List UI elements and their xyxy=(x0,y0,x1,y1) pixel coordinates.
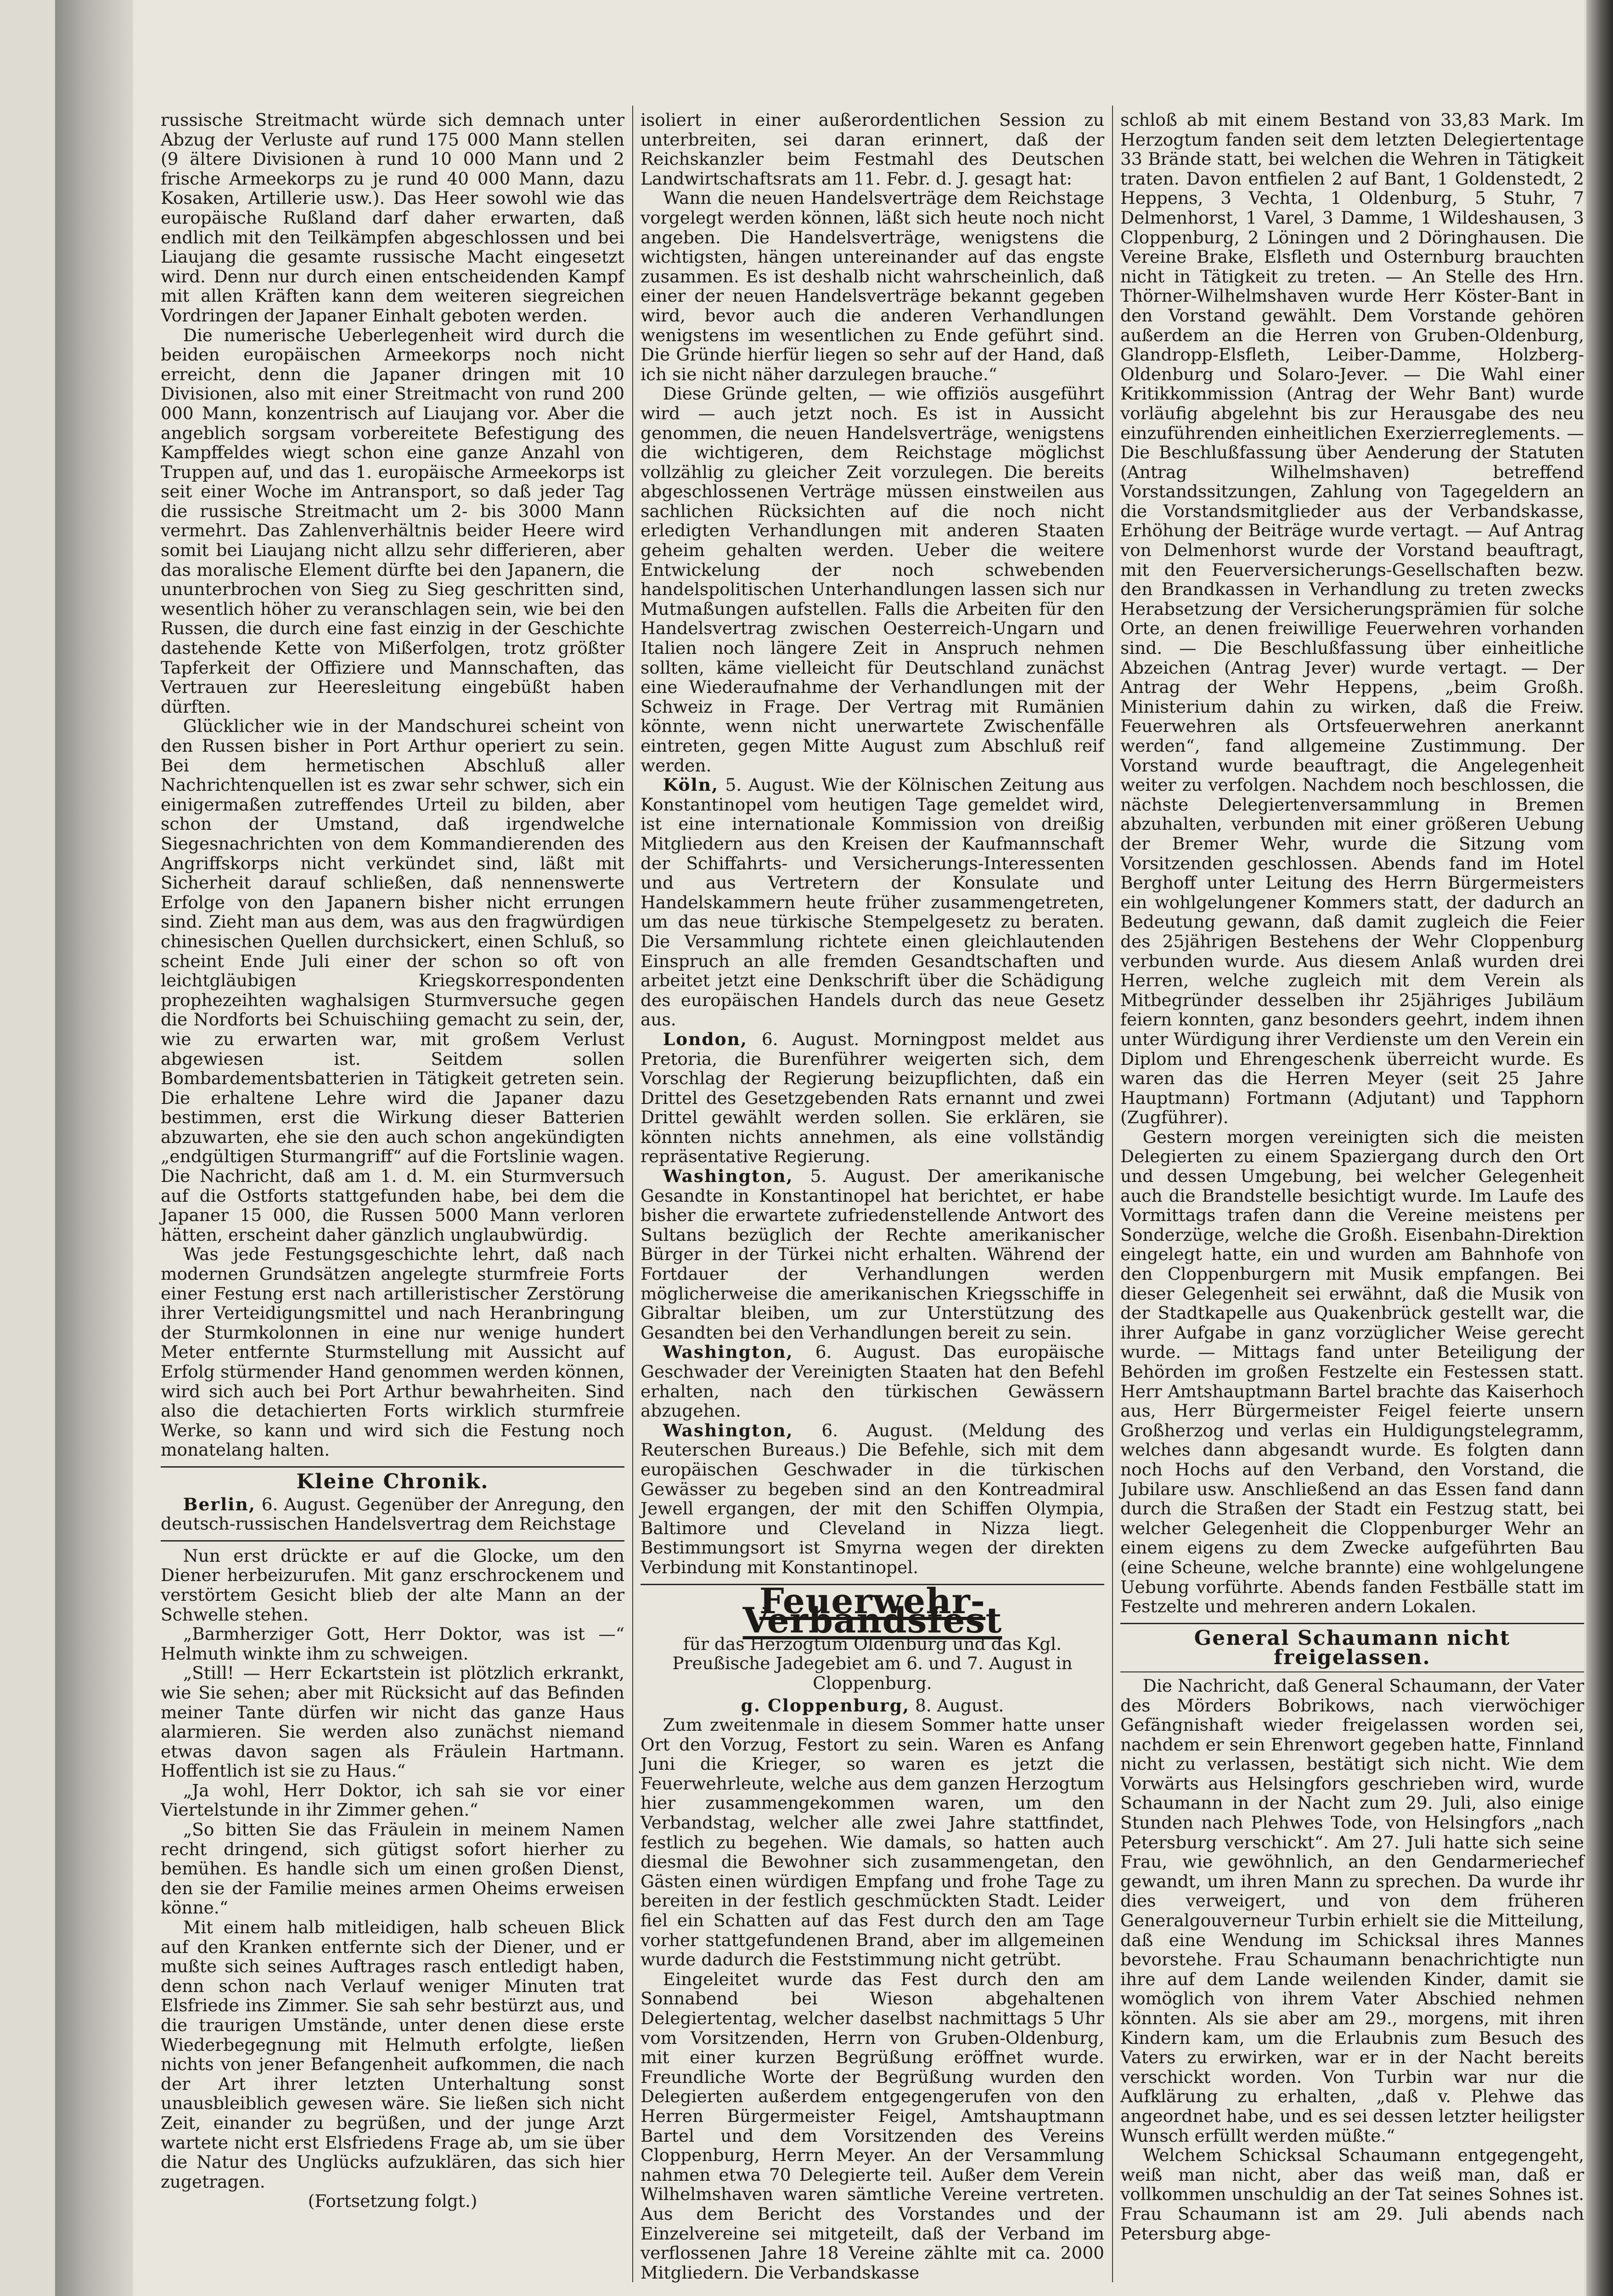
trade-paragraph: Diese Gründe gelten, — wie offiziös ausgeführt wird — auch jetzt noch. Es ist in Aussicht genommen, die neuen Handelsverträge, wenigstens die wichtigeren, dem Reichstage möglichst vollzählig zu gleicher Zeit vorzulegen. Die bereits abgeschlossenen Verträge müssen einstweilen aus sachlichen Rücksichten auf die noch nicht erledigten Verhandlungen mit anderen Staaten geheim gehalten werden. Ueber die weitere Entwickelung der noch schwebenden handelspolitischen Unterhandlungen lassen sich nur Mutmaßungen aufstellen. Falls die Arbeiten für den Handelsvertrag zwischen Oesterreich-Ungarn und Italien noch längere Zeit in Anspruch nehmen sollten, käme vielleicht für Deutschland zunächst eine Wiederaufnahme der Verhandlungen mit der Schweiz in Frage. Der Vertrag mit Rumänien könnte, wenn nicht unerwartete Zwischenfälle eintreten, gegen Mitte August zum Abschluß reif werden. xyxy=(641,383,1104,776)
dispatch-place: Washington, xyxy=(663,1342,793,1362)
dispatch-place: London, xyxy=(663,1029,747,1049)
dispatch-text: 5. August. Der amerikanische Gesandte in Konstantinopel hat berichtet, er habe bisher die erwartete zufriedenstellende Antwort des Sultans bezüglich der Rechte amerikanischer Bürger in der Türkei nicht erhalten. Während der Fortdauer der Verhandlungen werden möglicherweise die amerikanischen Kriegsschiffe in Gibraltar bleiben, um zur Unterstützung des Gesandten bei den Verhandlungen bereit zu sein. xyxy=(641,1166,1104,1343)
festival-paragraph: Eingeleitet wurde das Fest durch den am Sonnabend bei Wieson abgehaltenen Delegiertentag, welcher daselbst nachmittags 5 Uhr vom Vorsitzenden, Herrn von Gruben-Oldenburg, mit einer kurzen Begrüßung eröffnet wurde. Freundliche Worte der Begrüßung wurden den Delegierten außerdem entgegengerufen von den Herren Bürgermeister Feigel, Amtshauptmann Bartel und dem Vorsitzenden des Vereins Cloppenburg, Herrn Meyer. An der Versammlung nahmen etwa 70 Delegierte teil. Außer dem Verein Wilhelmshaven waren sämtliche Vereine vertreten. Aus dem Bericht des Vorstandes und der Einzelvereine sei mitgeteilt, daß der Verband im verflossenen Jahre 18 Vereine zählte mit ca. 2000 Mitgliedern. Die Verbandskasse xyxy=(641,1969,1104,2283)
feuilleton-paragraph: „So bitten Sie das Fräulein in meinem Namen recht dringend, sich gütigst sofort hierher zu bemühen. Es handle sich um einen großen Dienst, den sie der Familie meines armen Oheims erweisen könne.“ xyxy=(161,1819,624,1918)
festival-dateline xyxy=(641,1696,1104,1716)
feuilleton-paragraph: „Still! — Herr Eckartstein ist plötzlich erkrankt, wie Sie sehen; aber mit Rücksicht auf das Befinden meiner Tante dürfen wir nicht das ganze Haus alarmieren. Sie werden also zunächst niemand etwas davon sagen als Fräulein Hartmann. Hoffentlich ist sie zu Haus.“ xyxy=(161,1663,624,1781)
feuilleton-divider xyxy=(161,1540,624,1542)
section-divider xyxy=(1120,1623,1584,1624)
chronicle-heading: Kleine Chronik. xyxy=(296,1469,489,1493)
festival-date: 8. August. xyxy=(910,1695,1004,1716)
war-report-paragraph: russische Streitmacht würde sich demnach unter Abzug der Verluste auf rund 175 000 Mann stellen (9 ältere Divisionen à rund 10 000 Mann und 2 frische Armeekorps zu je rund 40 000 Mann, dazu Kosaken, Artillerie usw.). Das Heer sowohl wie das europäische Rußland darf daher erwarten, daß endlich mit den Teilkämpfen abgeschlossen und bei Liaujang die gesamte russische Macht eingesetzt wird. Denn nur durch einen entscheidenden Kampf mit allen Kräften kann dem weiteren siegreichen Vordringen der Japaner Einhalt geboten werden. xyxy=(161,110,624,326)
feuilleton-paragraph: „Ja wohl, Herr Doktor, ich sah sie vor einer Viertelstunde in ihr Zimmer gehen.“ xyxy=(161,1780,624,1820)
schaumann-paragraph: Die Nachricht, daß General Schaumann, der Vater des Mörders Bobrikows, nach vierwöchiger Gefängnishaft wieder freigelassen worden sei, nachdem er sein Ehrenwort gegeben hatte, Finnland nicht zu verlassen, bestätigt sich nicht. Wie dem Vorwärts aus Helsingfors geschrieben wird, wurde Schaumann in der Nacht zum 29. Juli, also einige Stunden nach Plehwes Tode, von Helsingfors „nach Petersburg verschickt“. Am 27. Juli hatte sich seine Frau, wie gewöhnlich, an den Gendarmeriechef gewandt, um ihren Mann zu sprechen. Da wurde ihr dies verweigert, und von dem früheren Generalgouverneur Turbin erhielt sie die Mitteilung, daß eine Wendung im Schicksal ihres Mannes bevorstehe. Frau Schaumann benachrichtigte nun ihre auf dem Lande weilenden Kinder, damit sie womöglich von ihrem Vater Abschied nehmen könnten. Als sie aber am 29., morgens, mit ihren Kindern kam, um die Erlaubnis zum Besuch des Vaters zu erwirken, war er in der Nacht bereits verschickt worden. Von Turbin war nur die Aufklärung zu erhalten, „daß v. Plehwe das angeordnet habe, und es sei dessen letzter heiligster Wunsch erfüllt werden müßte.“ xyxy=(1120,1675,1584,2146)
festival-paragraph: schloß ab mit einem Bestand von 33,83 Mark. Im Herzogtum fanden seit dem letzten Delegiertentage 33 Brände statt, bei welchen die Wehren in Tätigkeit traten. Davon entfielen 2 auf Bant, 1 Goldenstedt, 2 Heppens, 3 Vechta, 1 Oldenburg, 5 Stuhr, 7 Delmenhorst, 1 Varel, 3 Damme, 1 Wildeshausen, 3 Cloppenburg, 2 Löningen und 2 Döringhausen. Die Vereine Brake, Elsfleth und Osternburg brauchten nicht in Tätigkeit zu treten. — An Stelle des Hrn. Thörner-Wilhelmshaven wurde Herr Köster-Bant in den Vorstand gewählt. Dem Vorstande gehören außerdem an die Herren von Gruben-Oldenburg, Glandropp-Elsfleth, Leiber-Damme, Holzberg-Oldenburg und Solaro-Jever. — Die Wahl einer Kritikkommission (Antrag der Wehr Bant) wurde vorläufig abgelehnt bis zur Herausgabe des neu einzuführenden einheitlichen Exerzierreglements. — Die Beschlußfassung über Aenderung der Statuten (Antrag Wilhelmshaven) betreffend Vorstandssitzungen, Zahlung von Tagegeldern an die Vorstandsmitglieder aus der Verbandskasse, Erhöhung der Beiträge wurde vertagt. — Auf Antrag von Delmenhorst wurde der Vorstand beauftragt, mit den Feuerversicherungs-Gesellschaften bezw. den Brandkassen in Verhandlung zu treten zwecks Herabsetzung der Versicherungsprämien für solche Orte, an denen freiwillige Feuerwehren vorhanden sind. — Die Beschlußfassung über einheitliche Abzeichen (Antrag Jever) wurde vertagt. — Der Antrag der Wehr Heppens, „beim Großh. Ministerium dahin zu wirken, daß die Freiw. Feuerwehren als Ortsfeuerwehren anerkannt werden“, fand allgemeine Zustimmung. Der Vorstand wurde beauftragt, die Angelegenheit weiter zu verfolgen. Nachdem noch beschlossen, die nächste Delegiertenversammlung in Bremen abzuhalten, verbunden mit einer größeren Uebung der Bremer Wehr, wurde die Sitzung vom Vorsitzenden geschlossen. Abends fand im Hotel Berghoff unter Leitung des Herrn Bürgermeisters ein wohlgelungener Kommers statt, der dadurch an Bedeutung gewann, daß damit zugleich die Feier des 25jährigen Bestehens der Wehr Cloppenburg verbunden wurde. Aus diesem Anlaß wurden drei Herren, welche zugleich mit dem Verein als Mitbegründer desselben ihr 25jähriges Jubiläum feiern konnten, ganz besonders geehrt, indem ihnen unter Würdigung ihrer Verdienste um den Verein ein Diplom und Ehrengeschenk überreicht wurde. Es waren das die Herren Meyer (seit 25 Jahre Hauptmann) Fortmann (Adjutant) und Tapphorn (Zugführer). xyxy=(1120,110,1584,1128)
chronicle-dateline: Berlin, xyxy=(183,1494,256,1514)
column-3 xyxy=(1120,110,1584,2243)
heading-rule xyxy=(1120,1671,1584,1672)
dispatch-place: Washington, xyxy=(663,1166,793,1187)
war-report-paragraph: Was jede Festungsgeschichte lehrt, daß nach modernen Grundsätzen angelegte sturmfreie Forts einer Festung erst nach artilleristischer Zerstörung ihrer Verteidigungsmittel und nach Heranbringung der Sturmkolonnen in eine nur wenige hundert Meter entfernte Sturmstellung mit Aussicht auf Erfolg stürmender Hand genommen werden können, wird sich auch bei Port Arthur bewahrheiten. Sind also die detachierten Forts wirklich sturmfreie Werke, so kann und wird sich die Festung noch monatelang halten. xyxy=(161,1244,624,1460)
section-divider xyxy=(161,1466,624,1468)
festival-paragraph: Zum zweitenmale in diesem Sommer hatte unser Ort den Vorzug, Festort zu sein. Waren es Anfang Juni die Krieger, so waren es jetzt die Feuerwehrleute, welche aus dem ganzen Herzogtum hier zusammengekommen waren, um den Verbandstag, welcher alle zwei Jahre stattfindet, festlich zu begehen. Wie damals, so hatten auch diesmal die Bewohner sich zusammengetan, den Gästen einen würdigen Empfang und frohe Tage zu bereiten in der festlich geschmückten Stadt. Leider fiel ein Schatten auf das Fest durch den am Tage vorher stattgefundenen Brand, aber im allgemeinen wurde dadurch die Feststimmung nicht getrübt. xyxy=(641,1715,1104,1970)
trade-paragraph: isoliert in einer außerordentlichen Session zu unterbreiten, sei daran erinnert, daß der Reichskanzler beim Festmahl des Deutschen Landwirtschaftsrats am 11. Febr. d. J. gesagt hat: xyxy=(641,110,1104,189)
dispatch-place: Washington, xyxy=(663,1420,793,1441)
schaumann-paragraph: Welchem Schicksal Schaumann entgegengeht, weiß man nicht, aber das weiß man, daß er vollkommen unschuldig an der Tat seines Sohnes ist. Frau Schaumann ist am 29. Juli abends nach Petersburg abge- xyxy=(1120,2145,1584,2244)
dispatch-text: 5. August. Wie der Kölnischen Zeitung aus Konstantinopel vom heutigen Tage gemeldet wird, ist eine internationale Kommission von dreißig Mitgliedern aus den Kreisen der Kaufmannschaft der Schiffahrts- und Versicherungs-Interessenten und aus Vertretern der Konsulate und Handelskammern heute früher zusammengetreten, um das neue türkische Stempelgesetz zu beraten. Die Versammlung richtete einen gleichlautenden Einspruch an alle fremden Gesandtschaften und arbeitet jetzt eine Denkschrift über die Schädigung des europäischen Handels durch das neue Gesetz aus. xyxy=(641,775,1104,1030)
dispatch-text: 6. August. Das europäische Geschwader der Vereinigten Staaten hat den Befehl erhalten, nach den türkischen Gewässern abzugehen. xyxy=(641,1342,1104,1421)
column-rule-2 xyxy=(1112,106,1113,2282)
chronicle-paragraph xyxy=(161,1495,624,1534)
feuilleton-paragraph: Nun erst drückte er auf die Glocke, um den Diener herbeizurufen. Mit ganz erschrockenem und verstörtem Gesicht blieb der alte Mann an der Schwelle stehen. xyxy=(161,1545,624,1625)
page-edge-shadow xyxy=(1586,0,1613,2296)
column-1 xyxy=(161,110,624,2211)
chronicle-text: 6. August. Gegenüber der Anregung, den deutsch-russischen Handelsvertrag dem Reichstage xyxy=(161,1494,624,1534)
war-report-paragraph: Die numerische Ueberlegenheit wird durch die beiden europäischen Armeekorps noch nicht erreicht, denn die Japaner dringen mit 10 Divisionen, also mit einer Streitmacht von rund 200 000 Mann, konzentrisch auf Liaujang vor. Aber die angeblich sorgsam vorbereitete Befestigung des Kampffeldes wiegt schon eine ganze Anzahl von Truppen auf, und das 1. europäische Armeekorps ist seit einer Woche im Antransport, so daß jeder Tag die russische Streitmacht um 2- bis 3000 Mann vermehrt. Das Zahlenverhältnis beider Heere wird somit bei Liaujang nicht allzu sehr differieren, aber das moralische Element dürfte bei den Japanern, die ununterbrochen von Sieg zu Sieg geschritten sind, wesentlich höher zu veranschlagen sein, wie bei den Russen, die durch eine fast einzig in der Geschichte dastehende Kette von Mißerfolgen, trotz größter Tapferkeit der Offiziere und Mannschaften, das Vertrauen zur Heeresleitung eingebüßt haben dürften. xyxy=(161,325,624,717)
dispatch-koeln xyxy=(641,775,1104,1030)
dispatch-london xyxy=(641,1030,1104,1166)
schaumann-heading: General Schaumann nicht freigelassen. xyxy=(1194,1626,1511,1670)
continuation-note: (Fortsetzung folgt.) xyxy=(308,2191,478,2212)
column-2 xyxy=(641,110,1104,2282)
feuilleton-paragraph: Mit einem halb mitleidigen, halb scheuen Blick auf den Kranken entfernte sich der Diener, und er mußte sich seines Auftrages rasch entledigt haben, denn schon nach Verlauf weniger Minuten trat Elsfriede ins Zimmer. Sie sah sehr bestürzt aus, und die traurigen Umstände, unter denen diese erste Wiederbegegnung mit Helmuth erfolgte, ließen nichts von jener Befangenheit aufkommen, die nach der Art ihrer letzten Unterhaltung sonst unausbleiblich gewesen wäre. Sie ließen sich nicht Zeit, einander zu begrüßen, und der junge Arzt wartete nicht erst Elsfriedens Frage ab, um sie über die Natur des Unglücks aufzuklären, das sich hier zugetragen. xyxy=(161,1917,624,2192)
dispatch-washington xyxy=(641,1421,1104,1577)
dispatch-washington xyxy=(641,1166,1104,1342)
column-rule-1 xyxy=(632,106,633,2282)
war-report-paragraph: Glücklicher wie in der Mandschurei scheint von den Russen bisher in Port Arthur operiert zu sein. Bei dem hermetischen Abschluß aller Nachrichtenquellen ist es zwar sehr schwer, sich ein einigermaßen zutreffendes Urteil zu bilden, aber schon der Umstand, daß irgendwelche Siegesnachrichten von dem Kommandierenden des Angriffskorps nicht verkündet sind, läßt mit Sicherheit darauf schließen, daß nennenswerte Erfolge von den Japanern bisher nicht errungen sind. Zieht man aus dem, was aus den fragwürdigen chinesischen Quellen durchsickert, einen Schluß, so scheint Ende Juli einer der schon so oft von leichtgläubigen Kriegskorrespondenten prophezeihten waghalsigen Sturmversuche gegen die Nordforts bei Schuischiing gemacht zu sein, der, wie zu erwarten war, mit großem Verlust abgewiesen ist. Seitdem sollen Bombardementsbatterien in Tätigkeit getreten sein. Die erhaltene Lehre wird die Japaner dazu bestimmen, erst die Wirkung dieser Batterien abzuwarten, ehe sie den auch schon angekündigten „endgültigen Sturmangriff“ auf die Fortslinie wagen. Die Nachricht, daß am 1. d. M. ein Sturmversuch auf die Ostforts stattgefunden habe, bei dem die Japaner 15 000, die Russen 5000 Mann verloren hätten, erscheint daher gänzlich unglaubwürdig. xyxy=(161,716,624,1245)
dispatch-text: 6. August. (Meldung des Reuterschen Bureaus.) Die Befehle, sich mit dem europäischen Geschwader in die türkischen Gewässer zu begeben sind an den Kontreadmiral Jewell ergangen, der mit den Schiffen Olympia, Baltimore und Cleveland in Nizza liegt. Bestimmungsort ist Smyrna wegen der direkten Verbindung mit Konstantinopel. xyxy=(641,1420,1104,1577)
dispatch-place: Köln, xyxy=(663,775,719,795)
festival-place: g. Cloppenburg, xyxy=(741,1695,910,1716)
trade-quote-paragraph: Wann die neuen Handelsverträge dem Reichstage vorgelegt werden können, läßt sich heute noch nicht angeben. Die Handelsverträge, wenigstens die wichtigsten, hängen untereinander auf das engste zusammen. Es ist deshalb nicht wahrscheinlich, daß einer der neuen Handelsverträge bekannt gegeben wird, bevor auch die anderen Verhandlungen wenigstens im wesentlichen zu Ende geführt sind. Die Gründe hierfür liegen so sehr auf der Hand, daß ich sie nicht näher darzulegen brauche.“ xyxy=(641,188,1104,384)
festival-title: Feuerwehr-Verbandsfest xyxy=(742,1580,1002,1641)
feuilleton-paragraph: „Barmherziger Gott, Herr Doktor, was ist —“ Helmuth winkte ihm zu schweigen. xyxy=(161,1624,624,1664)
dispatch-washington xyxy=(641,1342,1104,1420)
festival-subtitle: für das Herzogtum Oldenburg und das Kgl. Preußische Jadegebiet am 6. und 7. August in Cloppenburg. xyxy=(672,1633,1073,1693)
dispatch-text: 6. August. Morningpost meldet aus Pretoria, die Burenführer weigerten sich, dem Vorschlag der Regierung beizupflichten, daß ein Drittel des Gesetzgebenden Rats ernannt und zwei Drittel gewählt werden sollen. Sie erklären, sie könnten nichts annehmen, als eine vollständig repräsentative Regierung. xyxy=(641,1029,1104,1167)
page-binding-shadow xyxy=(55,0,133,2296)
festival-paragraph: Gestern morgen vereinigten sich die meisten Delegierten zu einem Spaziergang durch den Ort und dessen Umgebung, bei welcher Gelegenheit auch die Brandstelle besichtigt wurde. Im Laufe des Vormittags trafen dann die Vereine meistens per Sonderzüge, welche die Großh. Eisenbahn-Direktion eingelegt hatte, ein und wurden am Bahnhofe von den Cloppenburgern mit Musik empfangen. Bei dieser Gelegenheit sei erwähnt, daß die Musik von der Stadtkapelle aus Quakenbrück gestellt war, die ihrer Aufgabe in ganz vorzüglicher Weise gerecht wurde. — Mittags fand unter Beteiligung der Behörden im großen Festzelte ein Festessen statt. Herr Amtshauptmann Bartel brachte das Kaiserhoch aus, Herr Bürgermeister Feigel feierte unsern Großherzog und verlas ein Huldigungstelegramm, welches dann abgesandt wurde. Es folgten dann noch Hochs auf den Verband, den Vorstand, die Jubilare usw. Anschließend an das Essen fand dann durch die Straßen der Stadt ein Festzug statt, bei welcher Gelegenheit die Cloppenburger Wehr an einem eigens zu dem Zwecke aufgeführten Bau (eine Scheune, welche brannte) eine wohlgelungene Uebung vorführte. Abends fanden Festbälle statt im Festzelte und mehreren andern Lokalen. xyxy=(1120,1126,1584,1617)
